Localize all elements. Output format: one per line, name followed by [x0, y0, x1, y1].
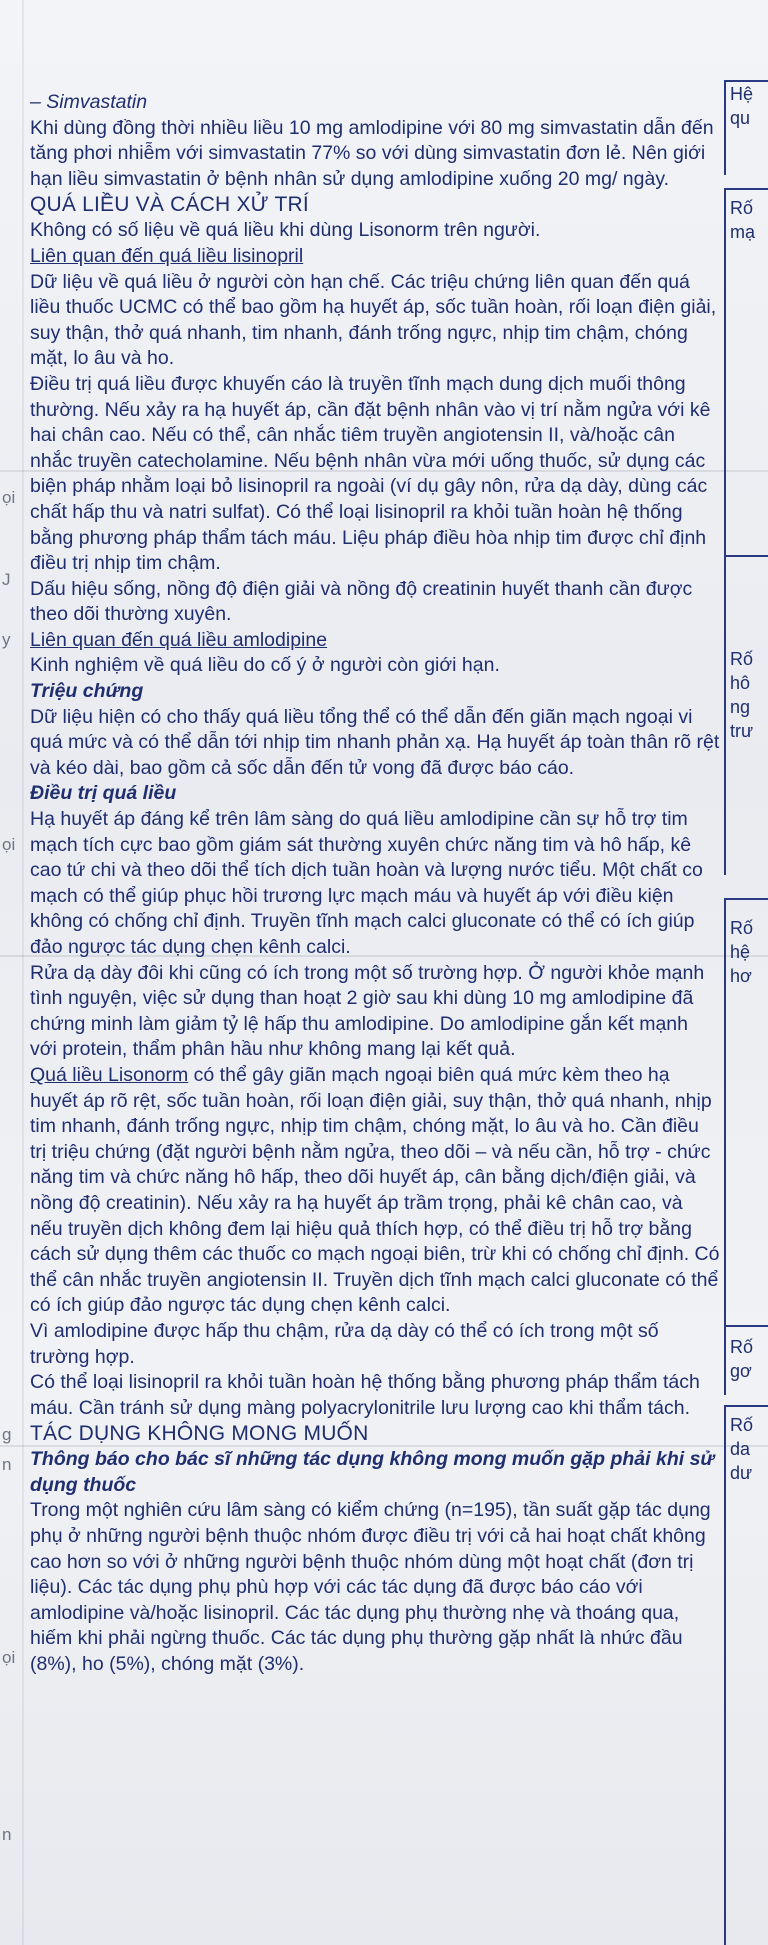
fold-line — [22, 0, 24, 1945]
paragraph-lead-term: Quá liều Lisonorm — [30, 1063, 189, 1086]
right-margin-strip — [724, 80, 768, 1945]
body-paragraph: Dấu hiệu sống, nồng độ điện giải và nồng độ creatinin huyết thanh cần được theo dõi thường xuyên. — [30, 577, 693, 626]
right-margin-tab — [724, 898, 768, 1338]
right-tab-text: Rố — [730, 1337, 754, 1357]
right-margin-tab — [724, 1405, 768, 1945]
right-tab-text: mạ — [730, 222, 756, 242]
section-heading: QUÁ LIỀU VÀ CÁCH XỬ TRÍ — [30, 193, 309, 217]
drug-interaction-item: – Simvastatin — [30, 91, 148, 113]
body-paragraph: Điều trị quá liều được khuyến cáo là truyền tĩnh mạch dung dịch muối thông thường. Nếu xảy ra hạ huyết áp, cần đặt bệnh nhân vào vị trí nằm ngửa với kê hai chân cao. Nếu có thể, cân nhắc tiêm truyền angiotensin II, và/hoặc cân nhắc truyền catecholamine. Nếu bệnh nhân vừa mới uống thuốc, sử dụng các biện pháp nhằm loại bỏ lisinopril ra ngoài (ví dụ gây nôn, rửa dạ dày, dùng các chất hấp thu và natri sulfat). Có thể loại lisinopril ra khỏi tuần hoàn hệ thống bằng phương pháp thẩm tách máu. Liệu pháp điều hòa nhịp tim được chỉ định điều trị nhịp tim chậm. — [30, 372, 711, 575]
subsection-heading: Triệu chứng — [30, 680, 144, 703]
right-tab-text: qu — [730, 108, 751, 128]
right-tab-text: gơ — [730, 1361, 752, 1381]
right-tab-text: Rố — [730, 1415, 754, 1435]
right-tab-text: trư — [730, 721, 754, 741]
right-margin-tab — [724, 80, 768, 175]
right-tab-text: dư — [730, 1463, 753, 1483]
left-margin-char: ọi — [2, 835, 16, 854]
right-margin-tab — [724, 1325, 768, 1395]
underlined-subheading: Liên quan đến quá liều lisinopril — [30, 244, 304, 267]
body-paragraph — [30, 1063, 720, 1319]
left-margin-char: ọi — [2, 1648, 16, 1667]
left-margin-char: g — [2, 1425, 12, 1444]
subsection-heading: Thông báo cho bác sĩ những tác dụng không mong muốn gặp phải khi sử dụng thuốc — [30, 1448, 715, 1496]
right-tab-text: hô — [730, 673, 751, 693]
left-margin-char: J — [2, 570, 11, 589]
right-tab-text: Rố — [730, 649, 754, 669]
right-tab-text: ng — [730, 697, 751, 717]
left-margin-char: ọi — [2, 488, 16, 507]
section-heading: TÁC DỤNG KHÔNG MONG MUỐN — [30, 1422, 369, 1446]
body-paragraph: Vì amlodipine được hấp thu chậm, rửa dạ dày có thể có ích trong một số trường hợp. — [30, 1319, 659, 1368]
left-margin-char: n — [2, 1455, 12, 1474]
body-paragraph: Khi dùng đồng thời nhiều liều 10 mg amlodipine với 80 mg simvastatin dẫn đến tăng phơi nhiễm với simvastatin 77% so với dùng simvastatin đơn lẻ. Nên giới hạn liều simvastatin ở bệnh nhân sử dụng amlodipine xuống 20 mg/ ngày. — [30, 116, 714, 190]
body-paragraph: Trong một nghiên cứu lâm sàng có kiểm chứng (n=195), tần suất gặp tác dụng phụ ở những người bệnh thuộc nhóm được điều trị với cả hai hoạt chất không cao hơn so với ở những người bệnh thuộc nhóm dùng một hoạt chất (đơn trị liệu). Các tác dụng phụ phù hợp với các tác dụng đã được báo cáo với amlodipine và/hoặc lisinopril. Các tác dụng phụ thường nhẹ và thoáng qua, hiếm khi phải ngừng thuốc. Các tác dụng phụ thường gặp nhất là nhức đầu (8%), ho (5%), chóng mặt (3%). — [30, 1499, 711, 1676]
right-margin-tab — [724, 555, 768, 875]
body-paragraph: Có thể loại lisinopril ra khỏi tuần hoàn hệ thống bằng phương pháp thẩm tách máu. Cần tránh sử dụng màng polyacrylonitrile lưu lượng cao khi thẩm tách. — [30, 1371, 700, 1419]
left-margin-char: n — [2, 1825, 12, 1844]
subsection-heading: Điều trị quá liều — [30, 782, 177, 805]
body-paragraph: Rửa dạ dày đôi khi cũng có ích trong một số trường hợp. Ở người khỏe mạnh tình nguyện, việc sử dụng than hoạt 2 giờ sau khi dùng 10 mg amlodipine đã chứng minh làm giảm tỷ lệ hấp thu amlodipine. Do amlodipine gắn kết mạnh với protein, thẩm phân hầu như không mang lại kết quả. — [30, 961, 705, 1061]
right-tab-text: hệ — [730, 942, 751, 962]
right-tab-text: Hệ — [730, 84, 754, 104]
paragraph-text: có thể gây giãn mạch ngoại biên quá mức kèm theo hạ huyết áp rõ rệt, sốc tuần hoàn, rối loạn điện giải, suy thận, thở quá nhanh, nhịp tim nhanh, đánh trống ngực, nhịp tim chậm, chóng mặt, lo âu và ho. Cần điều trị triệu chứng (đặt người bệnh nằm ngửa, theo dõi – và nếu cần, hỗ trợ - chức năng tim và chức năng hô hấp, theo dõi huyết áp, cân bằng dịch/điện giải, và nồng độ creatinin). Nếu xảy ra hạ huyết áp trầm trọng, phải kê chân cao, và nếu truyền dịch không đem lại hiệu quả thích hợp, có thể điều trị hỗ trợ bằng cách sử dụng thêm các thuốc co mạch ngoại biên, trừ khi có chống chỉ định. Có thể cân nhắc truyền angiotensin II. Truyền dịch tĩnh mạch calci gluconate có thể có ích giúp đảo ngược tác dụng chẹn kênh calci. — [30, 1063, 720, 1317]
right-tab-text: hơ — [730, 966, 752, 986]
body-paragraph: Dữ liệu hiện có cho thấy quá liều tổng thể có thể dẫn đến giãn mạch ngoại vi quá mức và có thể dẫn tới nhịp tim nhanh phản xạ. Hạ huyết áp toàn thân rõ rệt và kéo dài, bao gồm cả sốc dẫn đến tử vong đã được báo cáo. — [30, 705, 720, 779]
right-tab-text: da — [730, 1439, 751, 1459]
document-body — [30, 90, 720, 1678]
left-margin-strip — [0, 0, 20, 1945]
underlined-subheading: Liên quan đến quá liều amlodipine — [30, 628, 328, 651]
right-tab-text: Rố — [730, 918, 754, 938]
left-margin-char: y — [2, 630, 11, 649]
body-paragraph: Hạ huyết áp đáng kể trên lâm sàng do quá liều amlodipine cần sự hỗ trợ tim mạch tích cực bao gồm giám sát thường xuyên chức năng tim và hô hấp, kê cao tứ chi và theo dõi thể tích dịch tuần hoàn và lượng nước tiểu. Một chất co mạch có thể giúp phục hồi trương lực mạch máu và huyết áp với điều kiện không có chống chỉ định. Truyền tĩnh mạch calci gluconate có thể có ích giúp đảo ngược tác dụng chẹn kênh calci. — [30, 808, 703, 958]
body-paragraph: Kinh nghiệm về quá liều do cố ý ở người còn giới hạn. — [30, 654, 500, 677]
right-tab-text: Rố — [730, 198, 754, 218]
body-paragraph: Không có số liệu về quá liều khi dùng Lisonorm trên người. — [30, 219, 541, 242]
body-paragraph: Dữ liệu về quá liều ở người còn hạn chế. Các triệu chứng liên quan đến quá liều thuốc UCMC có thể bao gồm hạ huyết áp, sốc tuần hoàn, rối loạn điện giải, suy thận, thở quá nhanh, tim nhanh, đánh trống ngực, nhịp tim chậm, chóng mặt, lo âu và ho. — [30, 270, 717, 370]
